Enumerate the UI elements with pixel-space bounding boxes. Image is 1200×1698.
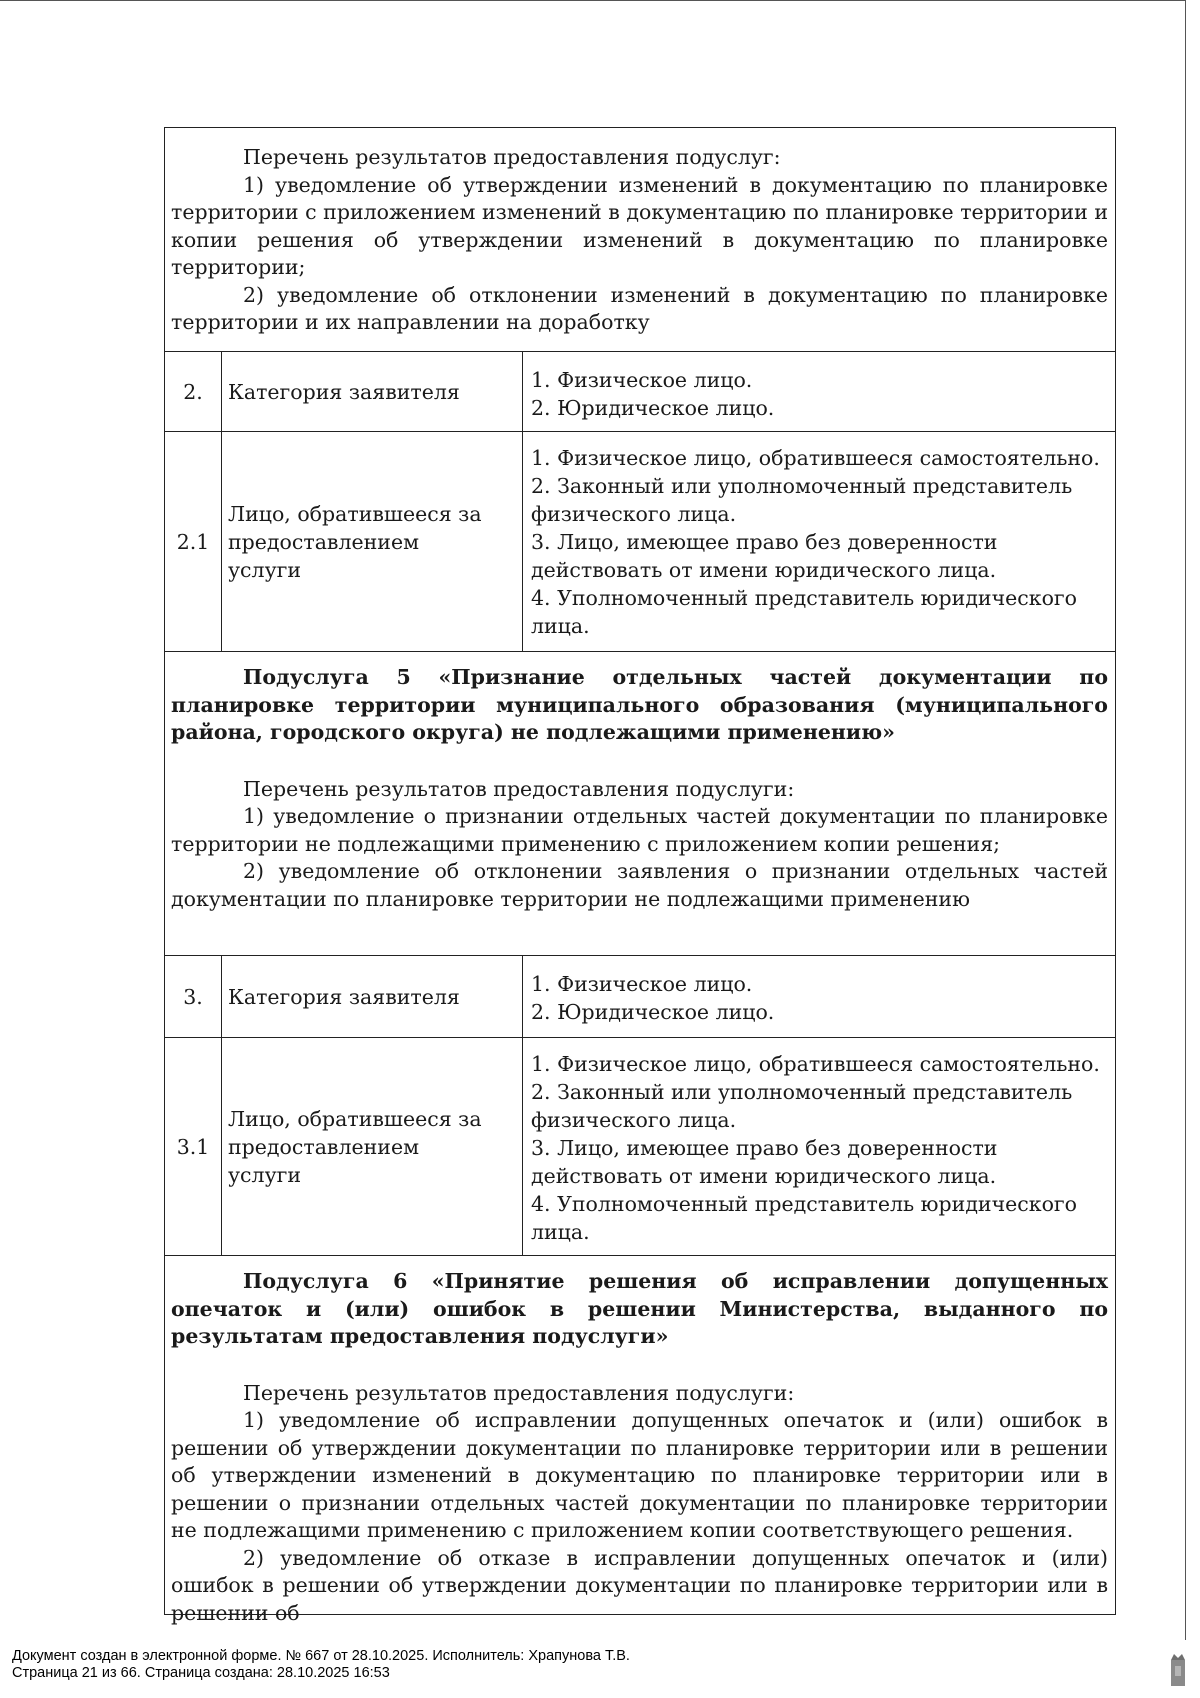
value-line: 2. Законный или уполномоченный представитель физического лица. — [531, 1080, 1073, 1132]
value-line: 1. Физическое лицо. — [531, 368, 753, 392]
row-values — [523, 352, 1115, 431]
row-values — [523, 956, 1115, 1037]
row-label: Лицо, обратившееся за предоставлением услуги — [222, 432, 523, 651]
results-heading: Перечень результатов предоставления подуслуг: — [243, 145, 781, 169]
row-number: 3. — [165, 956, 222, 1037]
results-heading: Перечень результатов предоставления подуслуги: — [243, 776, 795, 801]
value-line: 1. Физическое лицо. — [531, 972, 753, 996]
value-line: 2. Юридическое лицо. — [531, 396, 775, 420]
row-values — [523, 432, 1115, 651]
page-top-edge — [0, 0, 1185, 1]
result-item: 1) уведомление об утверждении изменений в документацию по планировке территории с приложением изменений в документацию по планировке территории и копии решения об утверждении изменений в документацию по планировке территории; — [171, 172, 1108, 279]
emblem-icon — [1168, 1652, 1188, 1688]
footer-line: Документ создан в электронной форме. № 667 от 28.10.2025. Исполнитель: Храпунова Т.В. — [12, 1648, 630, 1664]
row-number: 2.1 — [165, 432, 222, 651]
value-line: 1. Физическое лицо, обратившееся самостоятельно. — [531, 1052, 1100, 1076]
value-line: 4. Уполномоченный представитель юридического лица. — [531, 1192, 1078, 1244]
row-values — [523, 1038, 1115, 1255]
page-right-edge — [1185, 0, 1186, 1640]
results-heading: Перечень результатов предоставления подуслуги: — [243, 1380, 795, 1405]
table-row — [164, 351, 1116, 432]
result-item: 1) уведомление об исправлении допущенных опечаток и (или) ошибок в решении об утверждении документации по планировке территории или в решении об утверждении изменений в документацию по планировке территории или в решении о признании отдельных частей документации по планировке территории не подлежащими применению с приложением копии соответствующего решения. — [171, 1408, 1108, 1542]
subservice-title: Подуслуга 6 «Принятие решения об исправлении допущенных опечаток и (или) ошибок в решении Министерства, выданного по результатам предоставления подуслуги» — [171, 1269, 1108, 1348]
table-row — [164, 431, 1116, 652]
value-line: 2. Юридическое лицо. — [531, 1000, 775, 1024]
footer-line: Страница 21 из 66. Страница создана: 28.10.2025 16:53 — [12, 1665, 390, 1681]
result-item: 1) уведомление о признании отдельных частей документации по планировке территории не подлежащими применению с приложением копии решения; — [171, 804, 1108, 856]
results-block-4 — [164, 127, 1116, 352]
subservice-5-block — [164, 651, 1116, 956]
document-footer — [12, 1648, 630, 1682]
row-number: 3.1 — [165, 1038, 222, 1255]
row-label: Категория заявителя — [222, 956, 523, 1037]
row-label: Категория заявителя — [222, 352, 523, 431]
subservice-6-block — [164, 1255, 1116, 1625]
value-line: 4. Уполномоченный представитель юридического лица. — [531, 586, 1078, 638]
value-line: 3. Лицо, имеющее право без доверенности действовать от имени юридического лица. — [531, 530, 998, 582]
result-item: 2) уведомление об отклонении изменений в документацию по планировке территории и их направлении на доработку — [171, 282, 1108, 334]
value-line: 2. Законный или уполномоченный представитель физического лица. — [531, 474, 1073, 526]
result-item: 2) уведомление об отказе в исправлении допущенных опечаток и (или) ошибок в решении об утверждении документации по планировке территории или в решении об — [171, 1545, 1108, 1625]
table-row — [164, 955, 1116, 1038]
subservice-title: Подуслуга 5 «Признание отдельных частей документации по планировке территории муниципального образования (муниципального района, городского округа) не подлежащими применению» — [171, 665, 1108, 744]
value-line: 1. Физическое лицо, обратившееся самостоятельно. — [531, 446, 1100, 470]
row-label: Лицо, обратившееся за предоставлением услуги — [222, 1038, 523, 1255]
table-row — [164, 1037, 1116, 1256]
value-line: 3. Лицо, имеющее право без доверенности действовать от имени юридического лица. — [531, 1136, 998, 1188]
row-number: 2. — [165, 352, 222, 431]
result-item: 2) уведомление об отклонении заявления о признании отдельных частей документации по планировке территории не подлежащими применению — [171, 859, 1108, 911]
